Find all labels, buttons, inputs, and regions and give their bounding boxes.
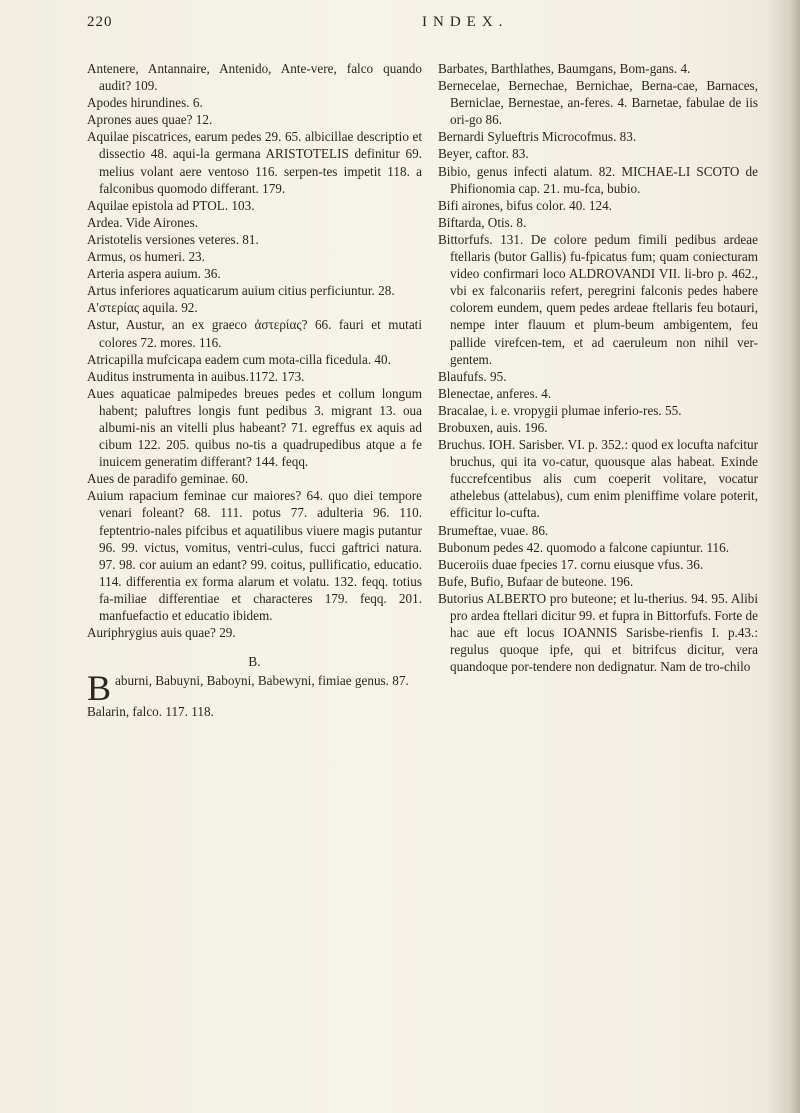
index-entry: Blaufufs. 95.: [438, 368, 507, 384]
index-entry: Blenectae, anferes. 4.: [438, 385, 552, 401]
index-entry: Bittorfufs. 131. De colore pedum fimili pedibus ardeae ftellaris (butor Gallis) fu-fpicatus fum; quam coniecturam video confirmari loco ALDROVANDI VII. li-bro p. 462., vbi ex falconariis refert, peregrini falconis pedes habere colorem eundem, quem pedes ardeae ftellaris feu botauri, nempe inter flauum et plum-beum ambigentem, feu pallide virefcen-tem, et ad caeruleum non nihil ver-gentem.: [438, 231, 758, 367]
index-entry: Aues aquaticae palmipedes breues pedes et collum longum habent; paluftres longis funt pedibus 3. migrant 13. oua albumi-nis an vitelli plus habeant? 71. egreffus ex aquis ad cibum 122. 205. quibus no-tis a quadrupedibus atque a fe inuicem generatim differant? 144. feqq.: [87, 385, 422, 470]
index-entry: Brobuxen, auis. 196.: [438, 419, 548, 435]
index-entry: Balarin, falco. 117. 118.: [87, 704, 214, 720]
index-entry: Aprones aues quae? 12.: [87, 112, 213, 128]
index-entry: Aues de paradifo geminae. 60.: [87, 471, 249, 487]
index-entry: Bernardi Sylueftris Microcofmus. 83.: [438, 129, 637, 145]
index-entry: Antenere, Antannaire, Antenido, Ante-vere, falco quando audit? 109.: [87, 61, 422, 94]
index-entry: Bubonum pedes 42. quomodo a falcone capiuntur. 116.: [438, 539, 730, 555]
index-entry: Auriphrygius auis quae? 29.: [87, 625, 236, 641]
index-entry: Arteria aspera auium. 36.: [87, 266, 221, 282]
index-entry: Bifi airones, bifus color. 40. 124.: [438, 197, 612, 213]
page-header: [87, 14, 727, 38]
index-entry: Buceroiis duae fpecies 17. cornu eiusque vfus. 36.: [438, 556, 704, 572]
index-entry: Aquilae epistola ad PTOL. 103.: [87, 197, 255, 213]
index-entry: Apodes hirundines. 6.: [87, 95, 203, 111]
index-entry: Butorius ALBERTO pro buteone; et lu-therius. 94. 95. Alibi pro ardea ftellari dicitur 99. et fupra in Bittorfufs. Forte de hac aue eft locus IOANNIS Sarisbe-rienfis I. p.43.: regulus quoque ipfe, qui et bitrifcus dicitur, vera quandoque por-tendere non dedignatur. Nam de tro-chilo: [438, 590, 758, 675]
index-entry: Α'στερίας aquila. 92.: [87, 300, 198, 316]
index-entry: Astur, Austur, an ex graeco ἀστερίας? 66. fauri et mutati colores 72. mores. 116.: [87, 317, 422, 350]
index-entry: Auium rapacium feminae cur maiores? 64. quo diei tempore venari foleant? 68. 111. potus 77. adulteria 96. 110. feptentrio-nales pifcibus et aquatilibus viuere magis putantur 96. 99. victus, vomitus, ventri-culus, fucci gaftrici natura. 97. 98. cor auium an edant? 99. coitus, pullificatio, educatio. 114. differentia ex forma alarum et volatu. 132. feqq. totius fa-miliae differentiae et characteres 179. feqq. 201. manfuefactio et educatio ibidem.: [87, 488, 422, 623]
running-title: INDEX.: [422, 14, 509, 30]
dropcap-entry-text: aburni, Babuyni, Baboyni, Babewyni, fimiae genus. 87.: [115, 673, 409, 689]
index-entry: Bernecelae, Bernechae, Bernichae, Berna-cae, Barnaces, Berniclae, Bernestae, an-feres. 4. Barnetae, fabulae de iis ori-go 86.: [438, 78, 758, 128]
index-entry: Bruchus. IOH. Sarisber. VI. p. 352.: quod ex locufta nafcitur bruchus, qui ita vo-catur, quousque alas habeat. Exinde fuccrefcentibus alis cum coeperit volitare, vocatur athelebus (attelabus), cum enim pleniffime volare poterit, efficitur lo-cufta.: [438, 437, 758, 521]
page-number: 220: [87, 14, 113, 30]
index-entry: Atricapilla mufcicapa eadem cum mota-cilla ficedula. 40.: [87, 351, 391, 367]
index-entry: Brumeftae, vuae. 86.: [438, 522, 549, 538]
index-entry: Aristotelis versiones veteres. 81.: [87, 231, 259, 247]
drop-cap: B: [87, 668, 112, 709]
section-letter: B.: [248, 654, 261, 670]
index-entry: Aquilae piscatrices, earum pedes 29. 65. albicillae descriptio et dissectio 48. aqui-la germana ARISTOTELIS definitur 69. melius volant aere ventoso 116. serpen-tes impetit 118. a falconibus quomodo differant. 179.: [87, 129, 422, 196]
index-entry: Barbates, Barthlathes, Baumgans, Bom-gans. 4.: [438, 61, 691, 76]
index-entry-dropcap: [87, 668, 422, 709]
right-column: [438, 60, 758, 675]
index-entry: Bracalae, i. e. vropygii plumae inferio-res. 55.: [438, 402, 682, 418]
index-entry: Bufe, Bufio, Bufaar de buteone. 196.: [438, 573, 634, 589]
index-entry: Artus inferiores aquaticarum auium citius perficiuntur. 28.: [87, 283, 395, 299]
index-entry: Auditus instrumenta in auibus.1172. 173.: [87, 368, 305, 384]
index-entry: Armus, os humeri. 23.: [87, 249, 205, 265]
index-entry: Bibio, genus infecti alatum. 82. MICHAE-LI SCOTO de Phifionomia cap. 21. mu-fca, bubio.: [438, 163, 758, 196]
index-entry: Ardea. Vide Airones.: [87, 214, 199, 230]
page-edge-shadow: [766, 0, 800, 1113]
left-column: [87, 60, 422, 720]
index-entry: Biftarda, Otis. 8.: [438, 214, 527, 230]
index-entry: Beyer, caftor. 83.: [438, 146, 529, 162]
